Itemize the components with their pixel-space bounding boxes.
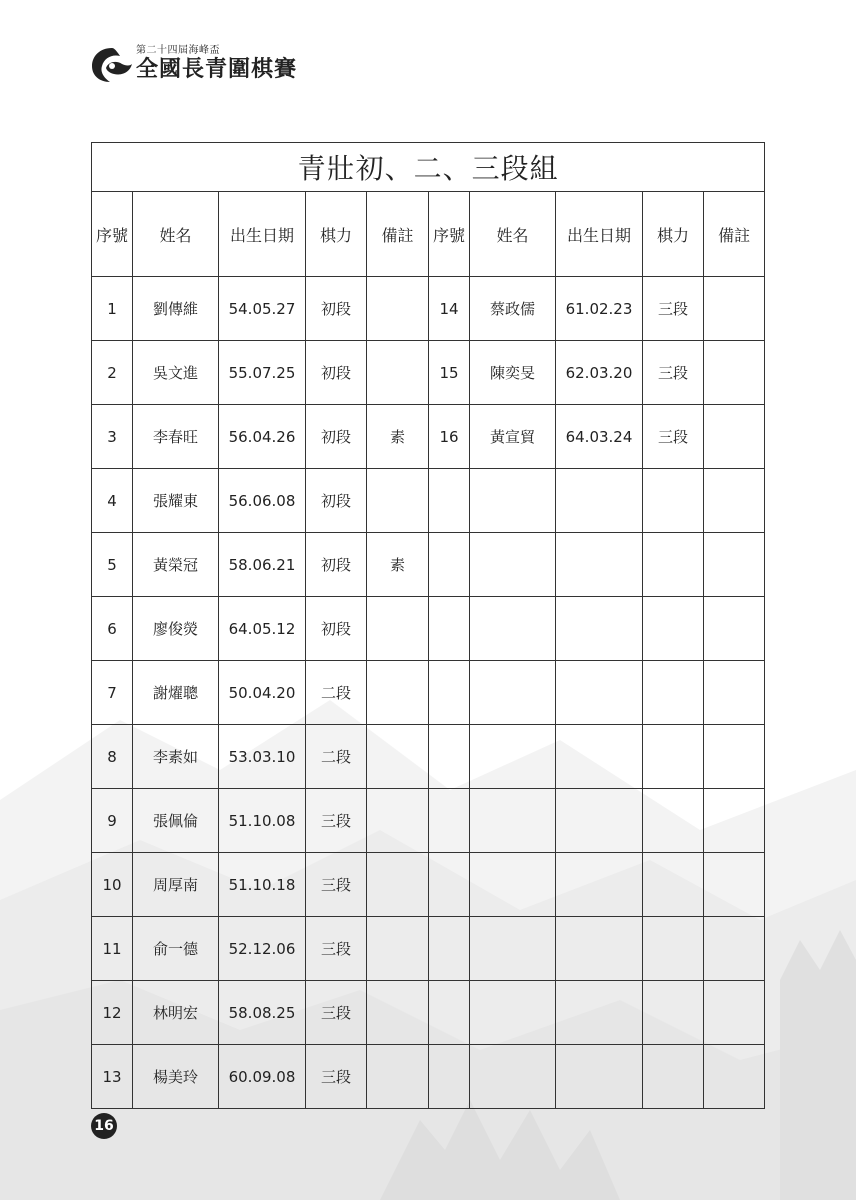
table-cell	[704, 853, 765, 917]
table-cell	[470, 469, 556, 533]
table-cell: 13	[92, 1045, 133, 1109]
table-cell	[429, 661, 470, 725]
table-row	[92, 533, 765, 597]
table-cell	[556, 981, 643, 1045]
table-row	[92, 853, 765, 917]
table-cell: 61.02.23	[556, 277, 643, 341]
table-cell	[470, 1045, 556, 1109]
table-cell	[367, 789, 429, 853]
table-row	[92, 405, 765, 469]
table-cell: 三段	[306, 789, 367, 853]
table-cell	[556, 597, 643, 661]
table-cell: 56.06.08	[219, 469, 306, 533]
table-row	[92, 277, 765, 341]
table-cell: 劉傳維	[133, 277, 219, 341]
table-cell: 素	[367, 405, 429, 469]
table-cell: 初段	[306, 405, 367, 469]
table-cell	[704, 725, 765, 789]
table-cell: 楊美玲	[133, 1045, 219, 1109]
table-cell: 5	[92, 533, 133, 597]
table-cell: 51.10.18	[219, 853, 306, 917]
table-cell	[429, 789, 470, 853]
table-cell: 3	[92, 405, 133, 469]
table-cell: 廖俊熒	[133, 597, 219, 661]
table-cell: 15	[429, 341, 470, 405]
table-cell	[367, 469, 429, 533]
table-cell: 16	[429, 405, 470, 469]
roster-table	[91, 142, 765, 1109]
table-row	[92, 1045, 765, 1109]
table-cell: 初段	[306, 341, 367, 405]
table-cell	[470, 789, 556, 853]
table-cell	[704, 469, 765, 533]
table-cell	[643, 1045, 704, 1109]
table-row	[92, 725, 765, 789]
table-cell: 三段	[306, 981, 367, 1045]
table-cell	[367, 1045, 429, 1109]
column-header: 棋力	[306, 192, 367, 277]
table-cell: 2	[92, 341, 133, 405]
swirl-logo-icon	[90, 44, 134, 84]
table-cell: 54.05.27	[219, 277, 306, 341]
table-cell	[470, 533, 556, 597]
table-cell: 張佩倫	[133, 789, 219, 853]
table-cell	[367, 661, 429, 725]
table-cell: 55.07.25	[219, 341, 306, 405]
column-header: 姓名	[133, 192, 219, 277]
table-cell: 52.12.06	[219, 917, 306, 981]
table-cell: 李春旺	[133, 405, 219, 469]
table-cell: 三段	[306, 917, 367, 981]
table-cell: 7	[92, 661, 133, 725]
table-cell: 11	[92, 917, 133, 981]
column-header: 出生日期	[219, 192, 306, 277]
table-cell: 初段	[306, 533, 367, 597]
table-cell	[367, 917, 429, 981]
table-cell	[556, 917, 643, 981]
table-cell: 56.04.26	[219, 405, 306, 469]
column-header: 備註	[367, 192, 429, 277]
table-row	[92, 597, 765, 661]
table-cell	[470, 853, 556, 917]
table-cell: 50.04.20	[219, 661, 306, 725]
table-cell	[367, 277, 429, 341]
table-cell	[429, 853, 470, 917]
table-cell	[429, 469, 470, 533]
table-cell	[704, 661, 765, 725]
logo-subtitle: 第二十四屆海峰盃	[136, 45, 220, 56]
table-cell: 周厚南	[133, 853, 219, 917]
table-cell	[643, 469, 704, 533]
table-cell	[704, 917, 765, 981]
table-cell: 蔡政儒	[470, 277, 556, 341]
table-cell	[643, 853, 704, 917]
table-row	[92, 917, 765, 981]
table-cell: 三段	[643, 277, 704, 341]
table-cell	[429, 917, 470, 981]
table-cell	[556, 789, 643, 853]
page-number: 16	[91, 1113, 117, 1139]
table-cell: 三段	[306, 1045, 367, 1109]
table-cell: 林明宏	[133, 981, 219, 1045]
table-cell	[556, 1045, 643, 1109]
table-cell	[704, 277, 765, 341]
table-cell: 9	[92, 789, 133, 853]
table-cell	[704, 533, 765, 597]
table-cell	[643, 597, 704, 661]
table-cell	[367, 597, 429, 661]
table-cell	[367, 725, 429, 789]
table-cell: 素	[367, 533, 429, 597]
table-row	[92, 789, 765, 853]
table-cell	[367, 341, 429, 405]
table-row	[92, 341, 765, 405]
table-cell: 60.09.08	[219, 1045, 306, 1109]
table-cell: 62.03.20	[556, 341, 643, 405]
table-cell	[367, 981, 429, 1045]
table-cell	[470, 981, 556, 1045]
table-cell: 吳文進	[133, 341, 219, 405]
table-cell	[704, 405, 765, 469]
table-cell: 三段	[306, 853, 367, 917]
table-cell: 1	[92, 277, 133, 341]
table-cell: 14	[429, 277, 470, 341]
table-cell: 二段	[306, 725, 367, 789]
table-cell: 51.10.08	[219, 789, 306, 853]
table-cell: 二段	[306, 661, 367, 725]
table-cell: 4	[92, 469, 133, 533]
table-cell	[556, 661, 643, 725]
column-header: 備註	[704, 192, 765, 277]
table-cell	[643, 981, 704, 1045]
table-cell: 58.06.21	[219, 533, 306, 597]
table-cell	[556, 725, 643, 789]
table-row	[92, 661, 765, 725]
table-cell	[470, 597, 556, 661]
table-cell	[556, 533, 643, 597]
table-cell: 黃榮冠	[133, 533, 219, 597]
table-row	[92, 469, 765, 533]
column-header: 棋力	[643, 192, 704, 277]
table-cell: 三段	[643, 341, 704, 405]
page-header	[90, 44, 297, 84]
table-cell: 12	[92, 981, 133, 1045]
table-cell: 黃宣貿	[470, 405, 556, 469]
table-cell	[643, 533, 704, 597]
table-cell: 俞一德	[133, 917, 219, 981]
table-cell	[704, 1045, 765, 1109]
table-cell: 初段	[306, 277, 367, 341]
table-cell	[643, 917, 704, 981]
table-cell: 三段	[643, 405, 704, 469]
table-cell: 10	[92, 853, 133, 917]
table-cell	[556, 853, 643, 917]
table-cell	[704, 341, 765, 405]
table-cell	[704, 981, 765, 1045]
table-cell: 58.08.25	[219, 981, 306, 1045]
table-cell: 陳奕旻	[470, 341, 556, 405]
table-cell	[704, 789, 765, 853]
table-cell	[367, 853, 429, 917]
table-cell: 初段	[306, 469, 367, 533]
table-row	[92, 981, 765, 1045]
table-cell	[429, 981, 470, 1045]
table-title: 青壯初、二、三段組	[92, 143, 765, 192]
table-cell	[429, 1045, 470, 1109]
table-cell: 6	[92, 597, 133, 661]
table-cell	[643, 725, 704, 789]
table-cell	[556, 469, 643, 533]
column-header: 序號	[92, 192, 133, 277]
table-cell: 53.03.10	[219, 725, 306, 789]
table-cell	[704, 597, 765, 661]
table-cell: 8	[92, 725, 133, 789]
table-cell	[470, 917, 556, 981]
table-cell	[643, 789, 704, 853]
logo-title: 全國長青圍棋賽	[136, 57, 298, 82]
table-cell: 64.05.12	[219, 597, 306, 661]
table-cell	[470, 725, 556, 789]
table-cell: 李素如	[133, 725, 219, 789]
table-cell	[429, 533, 470, 597]
table-cell: 張耀東	[133, 469, 219, 533]
table-cell: 初段	[306, 597, 367, 661]
table-cell	[643, 661, 704, 725]
table-cell	[429, 725, 470, 789]
column-header: 出生日期	[556, 192, 643, 277]
table-cell: 謝燿聰	[133, 661, 219, 725]
column-header: 序號	[429, 192, 470, 277]
table-cell: 64.03.24	[556, 405, 643, 469]
column-header: 姓名	[470, 192, 556, 277]
table-header-row	[92, 192, 765, 277]
table-cell	[470, 661, 556, 725]
table-cell	[429, 597, 470, 661]
